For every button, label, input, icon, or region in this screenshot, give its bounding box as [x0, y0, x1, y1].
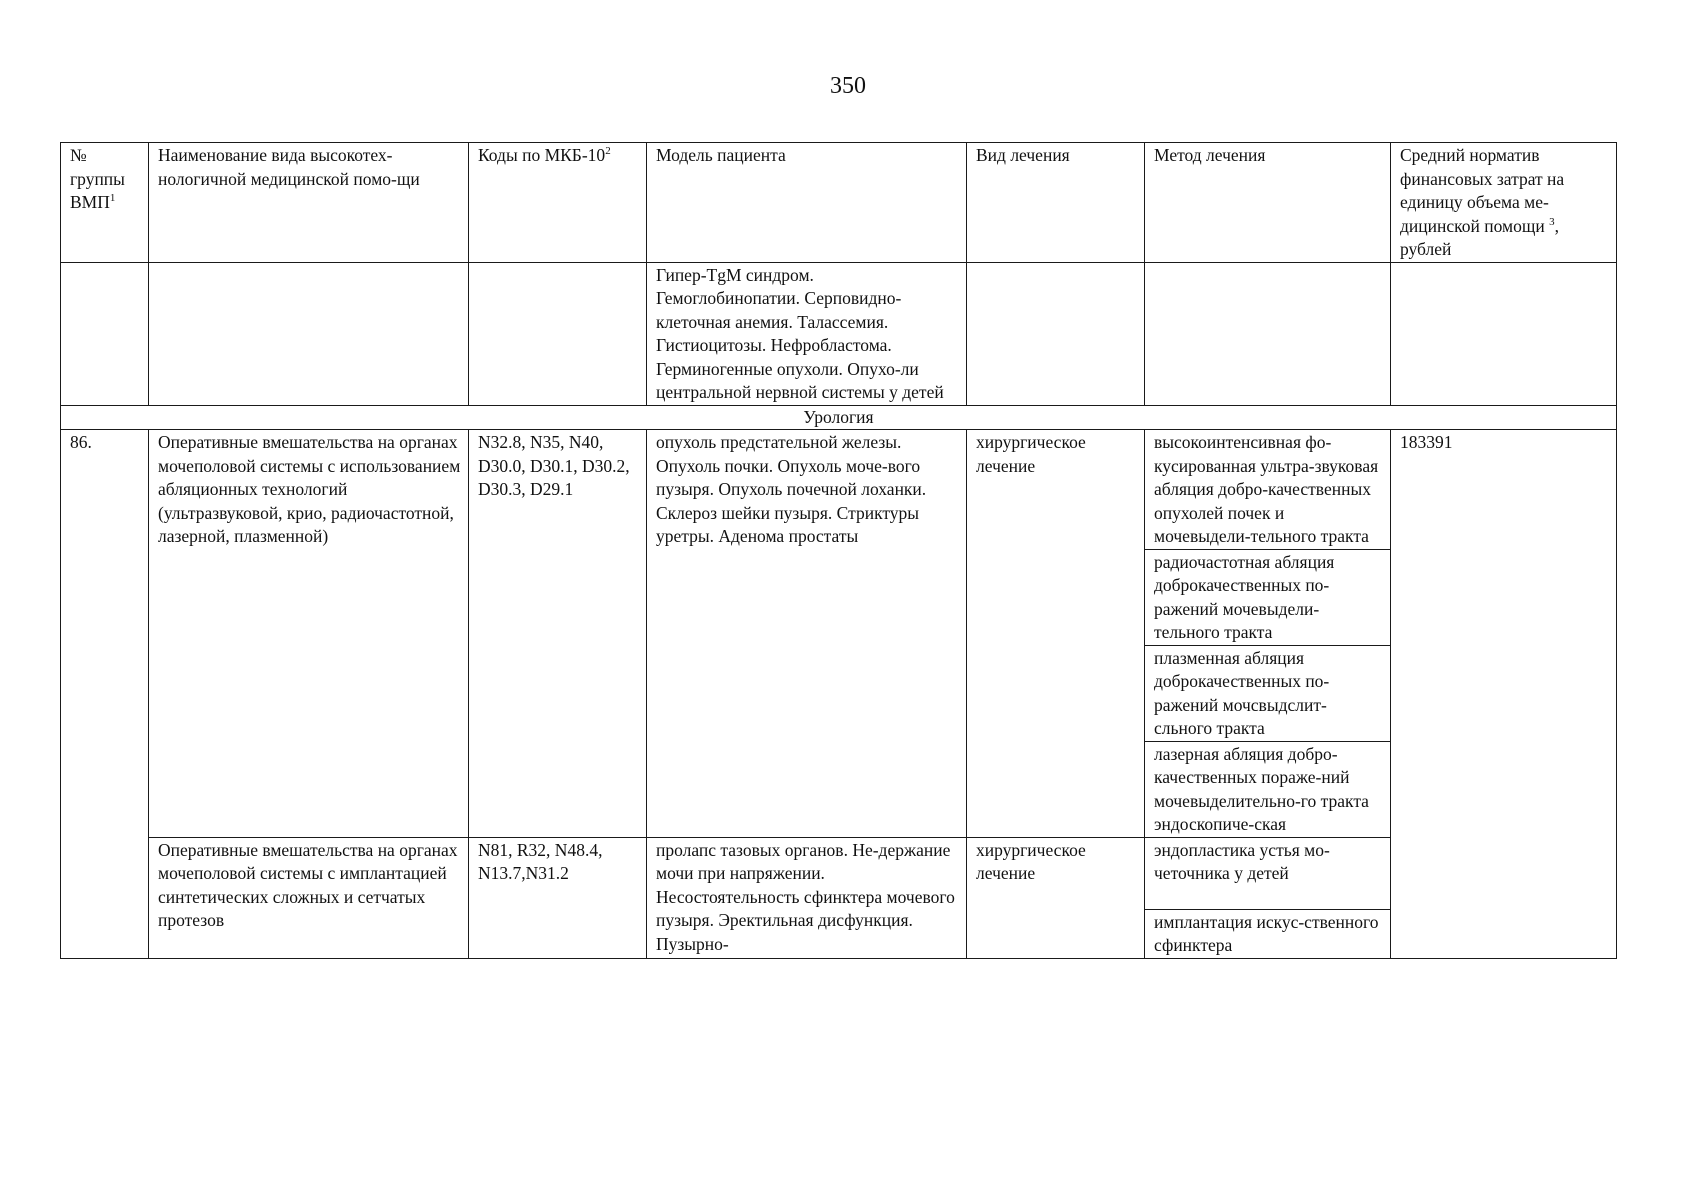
care-type-name: Оперативные вмешательства на органах мочеполовой системы с имплантацией синтетических сложных и сетчатых протезов: [149, 837, 469, 958]
care-type-name: Оперативные вмешательства на органах мочеполовой системы с использованием абляционных технологий (ультразвуковой, крио, радиочастотной, лазерной, плазменной): [149, 430, 469, 838]
icd-codes: N32.8, N35, N40, D30.0, D30.1, D30.2, D30.3, D29.1: [469, 430, 647, 838]
section-row: [61, 405, 1617, 430]
cost-norm: 183391: [1391, 430, 1617, 959]
treatment-method: высокоинтенсивная фо-кусированная ультра-звуковая абляция добро-качественных опухолей почек и мочевыдели-тельного тракта: [1145, 430, 1390, 550]
section-title: Урология: [61, 405, 1617, 430]
header-row: [61, 143, 1617, 263]
header-cost-norm: Средний норматив финансовых затрат на единицу объема ме-дицинской помощи $^3$, рублей: [1391, 143, 1617, 263]
treatment-method: плазменная абляция доброкачественных по-ражений мочсвыдслит-сльного тракта: [1145, 646, 1390, 742]
table-row: [61, 837, 1617, 958]
treatment-method: эндопластика устья мо-четочника у детей: [1145, 838, 1390, 910]
icd-codes: N81, R32, N48.4, N13.7,N31.2: [469, 837, 647, 958]
group-number: 86.: [61, 430, 149, 959]
continuation-row: [61, 262, 1617, 405]
treatment-methods: [1145, 430, 1391, 838]
page-number: 350: [830, 73, 866, 99]
continuation-patient-model: Гипер-TgM синдром. Гемоглобинопатии. Серповидно-клеточная анемия. Талассемия. Гистиоцитозы. Нефробластома. Герминогенные опухоли. Опухо-ли центральной нервной системы у детей: [647, 262, 967, 405]
header-treatment-method: Метод лечения: [1145, 143, 1391, 263]
treatment-type: хирургическое лечение: [967, 430, 1145, 838]
vmp-table: [60, 142, 1617, 959]
treatment-method: лазерная абляция добро-качественных пораже-ний мочевыделительно-го тракта эндоскопиче-ская: [1154, 743, 1369, 834]
table-row: [61, 430, 1617, 838]
treatment-type: хирургическое лечение: [967, 837, 1145, 958]
header-treatment-type: Вид лечения: [967, 143, 1145, 263]
treatment-methods: [1145, 837, 1391, 958]
patient-model: пролапс тазовых органов. Не-держание мочи при напряжении. Несостоятельность сфинктера мочевого пузыря. Эректильная дисфункция. Пузырно-: [647, 837, 967, 958]
header-group-number: № группы ВМП$^1$: [61, 143, 149, 263]
treatment-method: имплантация искус-ственного сфинктера: [1154, 911, 1379, 955]
header-care-type: Наименование вида высокотех-нологичной медицинской помо-щи: [149, 143, 469, 263]
header-icd-codes: Коды по МКБ-$10^2$: [469, 143, 647, 263]
header-patient-model: Модель пациента: [647, 143, 967, 263]
treatment-method: радиочастотная абляция доброкачественных по-ражений мочевыдели-тельного тракта: [1145, 550, 1390, 646]
patient-model: опухоль предстательной железы. Опухоль почки. Опухоль моче-вого пузыря. Опухоль почечной лоханки. Склероз шейки пузыря. Стриктуры уретры. Аденома простаты: [647, 430, 967, 838]
